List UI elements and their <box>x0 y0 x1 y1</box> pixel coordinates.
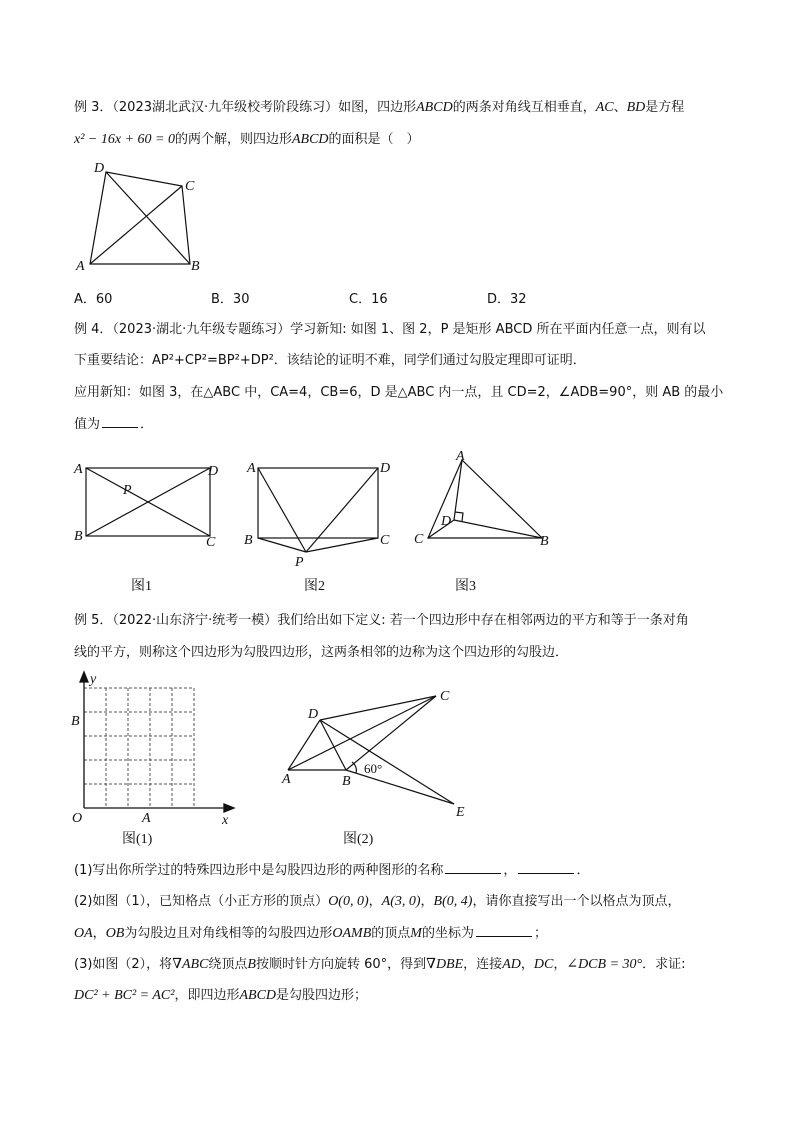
ex5-q2-text-e: 的坐标为 <box>421 926 474 941</box>
ex5-label-o: O <box>72 811 83 826</box>
ex4-fig3-label-a: A <box>456 449 465 464</box>
ex5-q3-line1 <box>74 955 686 975</box>
ex5-y-arrow <box>80 672 88 682</box>
ex5-q2-comma-3: ， <box>92 926 106 941</box>
ex5-fig2-label-b: B <box>342 774 351 789</box>
ex4-line3: 应用新知：如图 3，在△ABC 中，CA=4，CB=6，D 是△ABC 内一点，且 CD=2，∠ADB=90°，则 AB 的最小 <box>74 385 724 400</box>
ex5-q3-b: B <box>247 957 256 972</box>
ex4-caption-1: 图1 <box>131 579 152 594</box>
ex3-end: 是方程 <box>645 100 685 115</box>
ex5-grid-figure <box>66 668 246 828</box>
ex5-q1-prefix: (1)写出你所学过的特殊四边形中是勾股四边形的两种图形的名称 <box>74 863 444 878</box>
ex4-line4-suffix: ． <box>140 417 154 432</box>
ex5-x-arrow <box>224 804 234 812</box>
ex5-q2-text-b: ，请你直接写出一个以格点为顶点， <box>472 894 681 909</box>
ex5-q2-line2 <box>74 923 547 944</box>
ex5-q2-comma-1: ， <box>368 894 382 909</box>
ex5-line1: 例 5．（2022·山东济宁·统考一模）我们给出如下定义: 若一个四边形中存在相邻两边的平方和等于一条对角 <box>74 613 689 628</box>
ex5-q3-comma-1: ， <box>520 957 534 972</box>
ex3-figure <box>72 158 212 276</box>
ex4-figure3 <box>410 446 560 546</box>
ex5-angle-arc <box>352 762 356 773</box>
ex4-figure1 <box>70 452 230 552</box>
ex5-label-a: A <box>142 811 151 826</box>
ex3-line2 <box>74 130 420 150</box>
ex3-label-d: D <box>94 161 105 176</box>
ex4-caption-3: 图3 <box>455 579 476 594</box>
ex5-q2-oamb: OAMB <box>332 926 372 941</box>
ex3-line2-end: 的面积是（ ） <box>328 132 420 147</box>
ex5-q3-ad: AD <box>502 957 521 972</box>
ex5-fig2-label-a: A <box>282 772 291 787</box>
ex5-q1-blank-1 <box>445 860 501 874</box>
ex3-label-a: A <box>76 259 85 274</box>
ex4-fig1-label-d: D <box>208 464 219 479</box>
ex3-line2-mid: 的两个解，则四边形 <box>174 132 292 147</box>
ex5-q3-text-a: (3)如图（2），将 <box>74 957 173 972</box>
ex4-fig3-label-c: C <box>414 532 424 546</box>
ex4-fig1-label-p: P <box>123 483 132 498</box>
ex5-q2-point-o: O(0, 0) <box>328 894 369 909</box>
ex3-option-d: D．32 <box>487 292 527 307</box>
ex3-option-a: A．60 <box>74 292 113 307</box>
ex4-fig2-label-b: B <box>244 533 253 548</box>
ex5-q2-ob: OB <box>105 926 125 941</box>
ex5-q2-text-d: 的顶点 <box>371 926 411 941</box>
ex5-q3-angle: ∠DCB = 30° <box>566 957 643 972</box>
ex5-q1-end: ． <box>576 863 590 878</box>
ex5-line2: 线的平方，则称这个四边形为勾股四边形，这两条相邻的边称为这个四边形的勾股边． <box>74 645 569 660</box>
ex5-q3-text-g: 是勾股四边形； <box>276 988 368 1003</box>
ex5-q2-m: M <box>410 926 422 941</box>
ex5-label-b: B <box>71 714 80 729</box>
ex5-q3-comma-2: ， <box>553 957 567 972</box>
ex5-label-x: x <box>222 813 229 828</box>
ex3-diagonal-bd <box>106 172 190 264</box>
ex5-q3-equation: DC² + BC² = AC² <box>74 988 175 1003</box>
ex5-q2-blank <box>476 923 532 937</box>
ex3-mid: 的两条对角线互相垂直， <box>452 100 596 115</box>
ex5-grid-lines <box>84 688 194 808</box>
ex3-abcd-2: ABCD <box>291 132 329 147</box>
ex4-fig3-label-d: D <box>441 514 452 529</box>
ex4-fig2-label-p: P <box>295 555 304 570</box>
ex5-q3-text-c: 按顺时针方向旋转 60°，得到 <box>255 957 427 972</box>
ex3-ac: AC <box>595 100 614 115</box>
ex4-fig2-label-d: D <box>380 461 391 476</box>
ex5-q2-text-c: 为勾股边且对角线相等的勾股四边形 <box>124 926 333 941</box>
ex3-label-b: B <box>191 259 200 274</box>
ex4-line2: 下重要结论：AP²+CP²=BP²+DP²．该结论的证明不难，同学们通过勾股定理即可证明． <box>74 353 586 368</box>
ex5-q2-text-a: (2)如图（1），已知格点（小正方形的顶点） <box>74 894 329 909</box>
ex4-line4 <box>74 414 153 435</box>
ex4-fig2-label-a: A <box>247 461 256 476</box>
ex5-q3-text-b: 绕顶点 <box>208 957 248 972</box>
ex4-caption-2: 图2 <box>304 579 325 594</box>
ex4-answer-blank <box>102 414 138 428</box>
ex5-q2-point-a: A(3, 0) <box>381 894 421 909</box>
ex5-q1-blank-2 <box>518 860 574 874</box>
ex3-abcd: ABCD <box>416 100 453 115</box>
ex4-figure2 <box>240 452 400 572</box>
ex3-option-b: B．30 <box>211 292 250 307</box>
ex4-fig2-label-c: C <box>380 533 390 548</box>
ex3-line1 <box>74 98 684 118</box>
ex3-equation: x² − 16x + 60 = 0 <box>74 132 175 147</box>
ex5-q2-end: ； <box>533 926 547 941</box>
ex4-fig1-label-a: A <box>74 462 83 477</box>
ex5-q3-dbe: ∇DBE <box>426 957 464 972</box>
ex3-label-c: C <box>185 179 195 194</box>
ex5-q2-line1 <box>74 892 680 912</box>
ex5-q3-text-d: ，连接 <box>463 957 503 972</box>
ex3-option-c: C．16 <box>349 292 388 307</box>
ex5-q3-text-e: ．求证: <box>642 957 686 972</box>
ex4-line4-prefix: 值为 <box>74 417 101 432</box>
ex5-q1 <box>74 860 589 881</box>
ex5-q2-point-b: B(0, 4) <box>433 894 473 909</box>
ex3-bd: BD <box>626 100 646 115</box>
ex5-label-y: y <box>90 672 97 687</box>
ex5-caption-2: 图(2) <box>343 832 374 847</box>
ex5-q3-text-f: ，即四边形 <box>174 988 240 1003</box>
ex4-fig1-label-c: C <box>206 535 216 550</box>
ex4-fig3-label-b: B <box>540 534 549 546</box>
ex5-fig2-angle-label: 60° <box>364 761 383 776</box>
ex5-q3-line2 <box>74 986 367 1006</box>
ex3-diagonal-ac <box>90 186 182 264</box>
ex5-fig2-label-c: C <box>440 689 450 704</box>
ex3-quadrilateral <box>90 172 190 264</box>
ex5-fig2-label-e: E <box>456 805 465 820</box>
ex3-prefix: 例 3．（2023湖北武汉·九年级校考阶段练习）如图，四边形 <box>74 100 417 115</box>
ex5-fig2-label-d: D <box>308 707 319 722</box>
ex5-q3-abc: ∇ABC <box>172 957 209 972</box>
ex5-caption-1: 图(1) <box>122 832 153 847</box>
ex5-q2-comma-2: ， <box>420 894 434 909</box>
ex5-q3-abcd: ABCD <box>239 988 277 1003</box>
ex5-figure2 <box>272 682 482 822</box>
ex5-q1-sep: ， <box>503 863 517 878</box>
ex5-q2-oa: OA <box>74 926 93 941</box>
ex5-q3-dc: DC <box>533 957 554 972</box>
ex4-fig1-label-b: B <box>74 529 83 544</box>
ex4-line1: 例 4．（2023·湖北·九年级专题练习）学习新知: 如图 1、图 2，P 是矩形 ABCD 所在平面内任意一点，则有以 <box>74 322 706 337</box>
ex3-sep: 、 <box>613 100 627 115</box>
